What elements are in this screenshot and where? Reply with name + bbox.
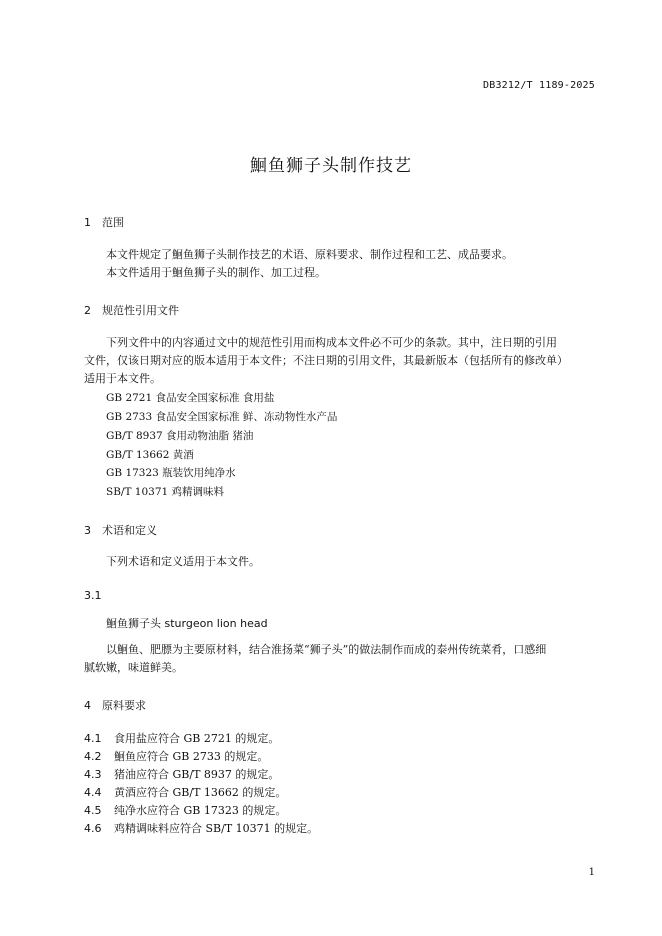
requirement-item xyxy=(84,784,286,800)
requirement-text: 食用盐应符合 GB 2721 的规定。 xyxy=(114,732,280,745)
scope-paragraph-1: 本文件规定了鮰鱼狮子头制作技艺的术语、原料要求、制作过程和工艺、成品要求。 xyxy=(106,248,513,261)
scope-paragraph-2: 本文件适用于鮰鱼狮子头的制作、加工过程。 xyxy=(106,266,326,279)
section-number: 1 xyxy=(84,216,91,229)
term-number: 3.1 xyxy=(84,589,102,602)
reference-item: SB/T 10371 鸡精调味料 xyxy=(106,486,225,498)
normative-intro-line-3: 适用于本文件。 xyxy=(84,372,161,385)
document-code: DB3212/T 1189-2025 xyxy=(483,80,595,91)
requirement-item xyxy=(84,748,268,764)
requirement-item xyxy=(84,820,318,836)
section-heading-terms xyxy=(84,522,157,538)
requirement-text: 纯净水应符合 GB 17323 的规定。 xyxy=(114,804,287,817)
normative-intro-line-1: 下列文件中的内容通过文中的规范性引用而构成本文件必不可少的条款。其中，注日期的引用 xyxy=(106,336,557,349)
requirement-item xyxy=(84,802,286,818)
requirement-text: 猪油应符合 GB/T 8937 的规定。 xyxy=(114,768,280,781)
terms-intro: 下列术语和定义适用于本文件。 xyxy=(106,555,260,568)
reference-item: GB 2733 食品安全国家标准 鲜、冻动物性水产品 xyxy=(106,411,338,423)
requirement-number: 4.1 xyxy=(84,732,102,745)
section-title: 范围 xyxy=(102,216,124,229)
term-definition-line-2: 腻软嫩，味道鲜美。 xyxy=(84,661,183,674)
term-name: 鮰鱼狮子头 sturgeon lion head xyxy=(106,617,268,630)
requirement-number: 4.6 xyxy=(84,822,102,835)
requirement-text: 鸡精调味料应符合 SB/T 10371 的规定。 xyxy=(114,822,319,835)
term-definition-line-1: 以鮰鱼、肥膘为主要原材料，结合淮扬菜“狮子头”的做法制作而成的泰州传统菜肴，口感细 xyxy=(106,643,547,656)
section-number: 3 xyxy=(84,524,91,537)
requirement-number: 4.2 xyxy=(84,750,102,763)
section-heading-scope xyxy=(84,214,124,230)
requirement-number: 4.4 xyxy=(84,786,102,799)
section-title: 原料要求 xyxy=(102,699,146,712)
reference-item: GB 17323 瓶装饮用纯净水 xyxy=(106,467,236,479)
section-title: 规范性引用文件 xyxy=(102,304,179,317)
section-number: 4 xyxy=(84,699,91,712)
requirement-number: 4.5 xyxy=(84,804,102,817)
section-number: 2 xyxy=(84,304,91,317)
reference-item: GB/T 13662 黄酒 xyxy=(106,449,194,461)
reference-item: GB/T 8937 食用动物油脂 猪油 xyxy=(106,430,254,442)
requirement-item xyxy=(84,730,279,746)
section-heading-raw-materials xyxy=(84,697,146,713)
document-title: 鮰鱼狮子头制作技艺 xyxy=(250,156,412,176)
page-number: 1 xyxy=(588,867,595,878)
requirement-number: 4.3 xyxy=(84,768,102,781)
requirement-item xyxy=(84,766,279,782)
requirement-text: 黄酒应符合 GB/T 13662 的规定。 xyxy=(114,786,287,799)
requirement-text: 鮰鱼应符合 GB 2733 的规定。 xyxy=(114,750,269,763)
section-title: 术语和定义 xyxy=(102,524,157,537)
normative-intro-line-2: 文件，仅该日期对应的版本适用于本文件；不注日期的引用文件，其最新版本（包括所有的修改单） xyxy=(84,354,568,367)
section-heading-normative-references xyxy=(84,302,179,318)
reference-item: GB 2721 食品安全国家标准 食用盐 xyxy=(106,392,275,404)
